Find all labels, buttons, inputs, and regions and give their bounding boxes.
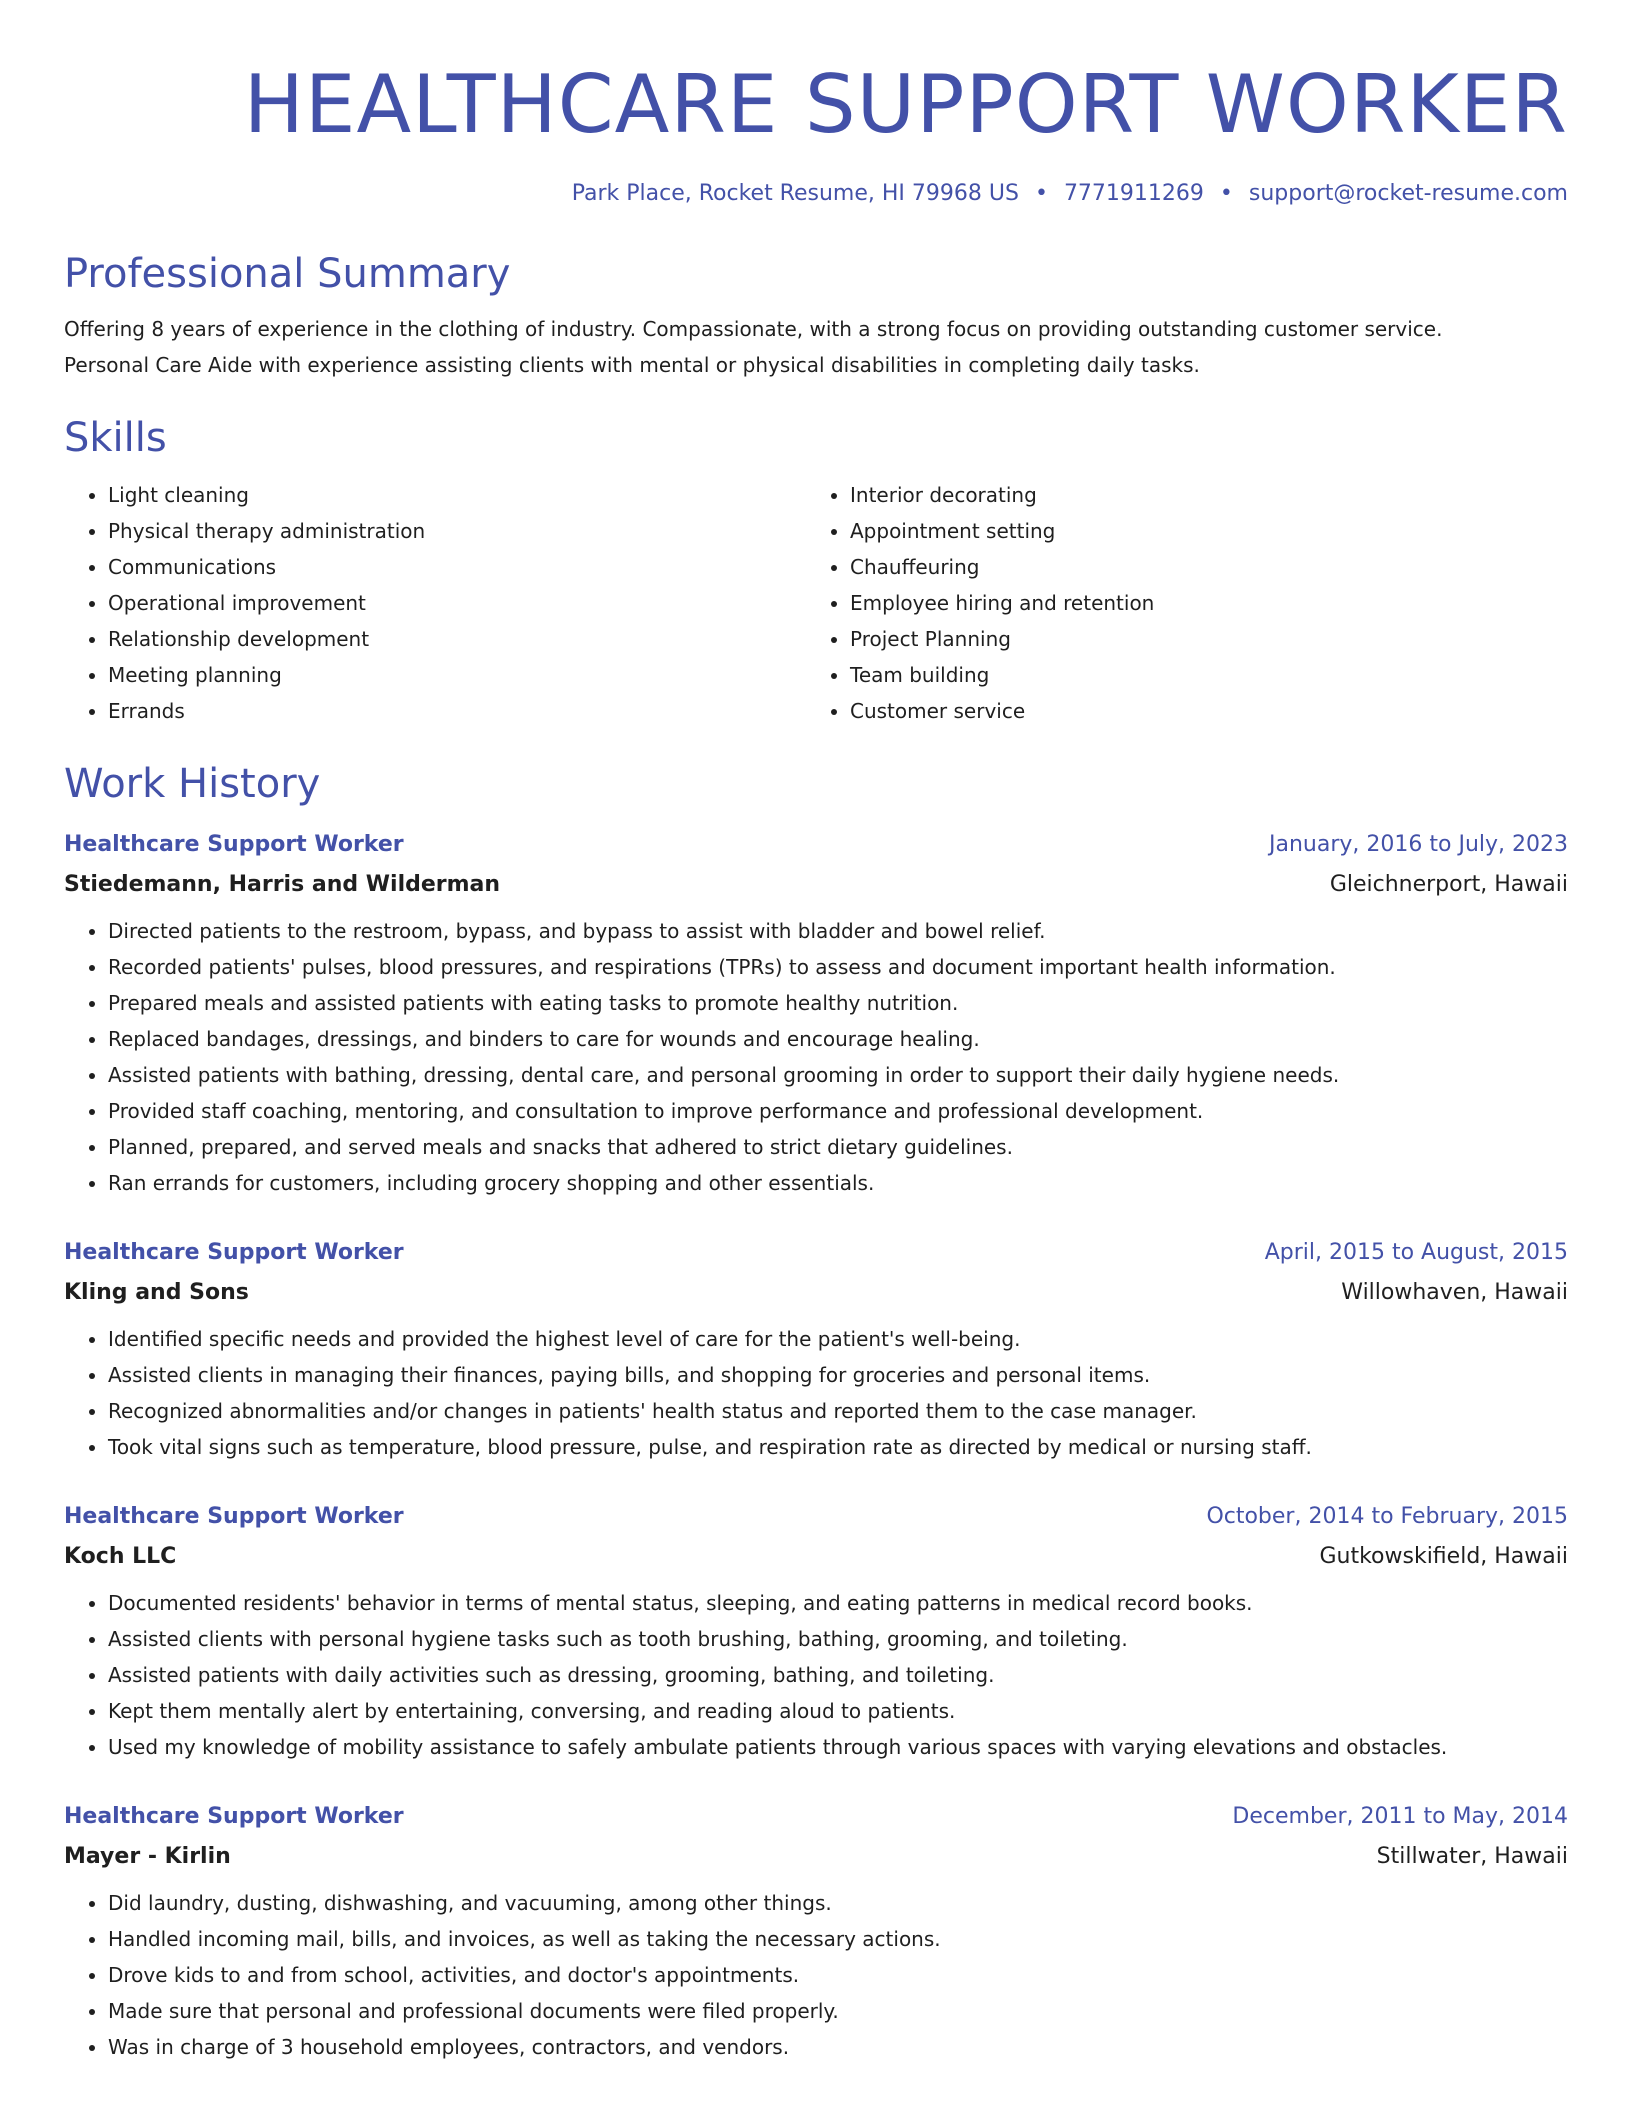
job-duty: • Identified specific needs and provided the highest level of care for the patient's well-being. bbox=[108, 1321, 1568, 1357]
job-duty: • Handled incoming mail, bills, and invoices, as well as taking the necessary actions. bbox=[108, 1921, 1568, 1957]
skills-column-left bbox=[64, 477, 806, 729]
job-duty: • Assisted patients with daily activities such as dressing, grooming, bathing, and toileting. bbox=[108, 1657, 1568, 1693]
job-duty: • Recorded patients' pulses, blood pressures, and respirations (TPRs) to assess and document important health information. bbox=[108, 949, 1568, 985]
job-title: Healthcare Support Worker bbox=[64, 1804, 404, 1829]
contact-email[interactable]: support@rocket-resume.com bbox=[1248, 181, 1568, 206]
skills-list-left bbox=[64, 477, 806, 729]
job-title: Healthcare Support Worker bbox=[64, 832, 404, 857]
skills-list-right bbox=[806, 477, 1548, 729]
skill-item: • Light cleaning bbox=[108, 477, 806, 513]
job-duty: • Used my knowledge of mobility assistance to safely ambulate patients through various spaces with varying elevations and obstacles. bbox=[108, 1729, 1568, 1765]
job-company: Stiedemann, Harris and Wilderman bbox=[64, 872, 501, 897]
job-location: Willowhaven, Hawaii bbox=[1341, 1280, 1568, 1305]
job-company-row bbox=[64, 1837, 1568, 1877]
job-duty: • Was in charge of 3 household employees, contractors, and vendors. bbox=[108, 2029, 1568, 2065]
job-company-row bbox=[64, 865, 1568, 905]
job-header-row bbox=[64, 1233, 1568, 1273]
summary-line: Offering 8 years of experience in the clothing of industry. Compassionate, with a strong focus on providing outstanding customer service. bbox=[64, 317, 1443, 341]
job-duty: • Assisted clients with personal hygiene tasks such as tooth brushing, bathing, grooming, and toileting. bbox=[108, 1621, 1568, 1657]
job-duty: • Replaced bandages, dressings, and binders to care for wounds and encourage healing. bbox=[108, 1021, 1568, 1057]
job-duty: • Did laundry, dusting, dishwashing, and vacuuming, among other things. bbox=[108, 1885, 1568, 1921]
skill-item: • Meeting planning bbox=[108, 657, 806, 693]
contact-line bbox=[64, 179, 1568, 209]
job-duty: • Recognized abnormalities and/or changes in patients' health status and reported them to the case manager. bbox=[108, 1393, 1568, 1429]
job-dates: December, 2011 to May, 2014 bbox=[1232, 1804, 1568, 1829]
job-duty: • Directed patients to the restroom, bypass, and bypass to assist with bladder and bowel relief. bbox=[108, 913, 1568, 949]
job-company: Koch LLC bbox=[64, 1544, 177, 1569]
summary-heading: Professional Summary bbox=[64, 251, 511, 297]
skill-item: • Relationship development bbox=[108, 621, 806, 657]
job-location: Gutkowskifield, Hawaii bbox=[1319, 1544, 1568, 1569]
summary-text bbox=[64, 311, 1568, 383]
job-duty: • Drove kids to and from school, activities, and doctor's appointments. bbox=[108, 1957, 1568, 1993]
job-duty: • Planned, prepared, and served meals and snacks that adhered to strict dietary guidelines. bbox=[108, 1129, 1568, 1165]
work-history-heading: Work History bbox=[64, 761, 321, 807]
contact-address: Park Place, Rocket Resume, HI 79968 US bbox=[571, 181, 1019, 206]
skill-item: • Chauffeuring bbox=[850, 549, 1548, 585]
job-title: Healthcare Support Worker bbox=[64, 1504, 404, 1529]
contact-separator: • bbox=[1034, 181, 1048, 206]
job-entry bbox=[64, 1497, 1568, 1765]
job-title: Healthcare Support Worker bbox=[64, 1240, 404, 1265]
job-duty: • Took vital signs such as temperature, blood pressure, pulse, and respiration rate as directed by medical or nursing staff. bbox=[108, 1429, 1568, 1465]
job-entry bbox=[64, 1797, 1568, 2065]
job-duty: • Ran errands for customers, including grocery shopping and other essentials. bbox=[108, 1165, 1568, 1201]
job-company: Mayer - Kirlin bbox=[64, 1844, 231, 1869]
summary-line: Personal Care Aide with experience assisting clients with mental or physical disabilities in completing daily tasks. bbox=[64, 353, 1200, 377]
skill-item: • Customer service bbox=[850, 693, 1548, 729]
job-duty: • Provided staff coaching, mentoring, and consultation to improve performance and professional development. bbox=[108, 1093, 1568, 1129]
job-duty: • Assisted patients with bathing, dressing, dental care, and personal grooming in order to support their daily hygiene needs. bbox=[108, 1057, 1568, 1093]
skill-item: • Communications bbox=[108, 549, 806, 585]
contact-phone: 7771911269 bbox=[1063, 181, 1204, 206]
skill-item: • Errands bbox=[108, 693, 806, 729]
job-duties bbox=[64, 913, 1568, 1201]
job-duties bbox=[64, 1585, 1568, 1765]
job-entry bbox=[64, 1233, 1568, 1465]
job-company: Kling and Sons bbox=[64, 1280, 249, 1305]
skills-grid bbox=[64, 477, 1568, 729]
job-company-row bbox=[64, 1273, 1568, 1313]
job-entry bbox=[64, 825, 1568, 1201]
job-company-row bbox=[64, 1537, 1568, 1577]
job-duty: • Documented residents' behavior in terms of mental status, sleeping, and eating patterns in medical record books. bbox=[108, 1585, 1568, 1621]
job-header-row bbox=[64, 1797, 1568, 1837]
skill-item: • Team building bbox=[850, 657, 1548, 693]
job-header-row bbox=[64, 825, 1568, 865]
skill-item: • Interior decorating bbox=[850, 477, 1548, 513]
job-dates: April, 2015 to August, 2015 bbox=[1264, 1240, 1568, 1265]
skill-item: • Operational improvement bbox=[108, 585, 806, 621]
job-duty: • Prepared meals and assisted patients with eating tasks to promote healthy nutrition. bbox=[108, 985, 1568, 1021]
skill-item: • Employee hiring and retention bbox=[850, 585, 1548, 621]
job-dates: October, 2014 to February, 2015 bbox=[1206, 1504, 1568, 1529]
candidate-name: HEALTHCARE SUPPORT WORKER bbox=[243, 58, 1568, 151]
job-duty: • Kept them mentally alert by entertaining, conversing, and reading aloud to patients. bbox=[108, 1693, 1568, 1729]
skill-item: • Appointment setting bbox=[850, 513, 1548, 549]
skills-column-right bbox=[806, 477, 1548, 729]
skill-item: • Project Planning bbox=[850, 621, 1548, 657]
job-duty: • Made sure that personal and professional documents were filed properly. bbox=[108, 1993, 1568, 2029]
job-duty: • Assisted clients in managing their finances, paying bills, and shopping for groceries and personal items. bbox=[108, 1357, 1568, 1393]
job-location: Gleichnerport, Hawaii bbox=[1329, 872, 1568, 897]
job-duties bbox=[64, 1321, 1568, 1465]
job-location: Stillwater, Hawaii bbox=[1376, 1844, 1568, 1869]
job-header-row bbox=[64, 1497, 1568, 1537]
job-dates: January, 2016 to July, 2023 bbox=[1269, 832, 1568, 857]
skills-heading: Skills bbox=[64, 415, 167, 461]
skill-item: • Physical therapy administration bbox=[108, 513, 806, 549]
job-duties bbox=[64, 1885, 1568, 2065]
contact-separator: • bbox=[1219, 181, 1233, 206]
